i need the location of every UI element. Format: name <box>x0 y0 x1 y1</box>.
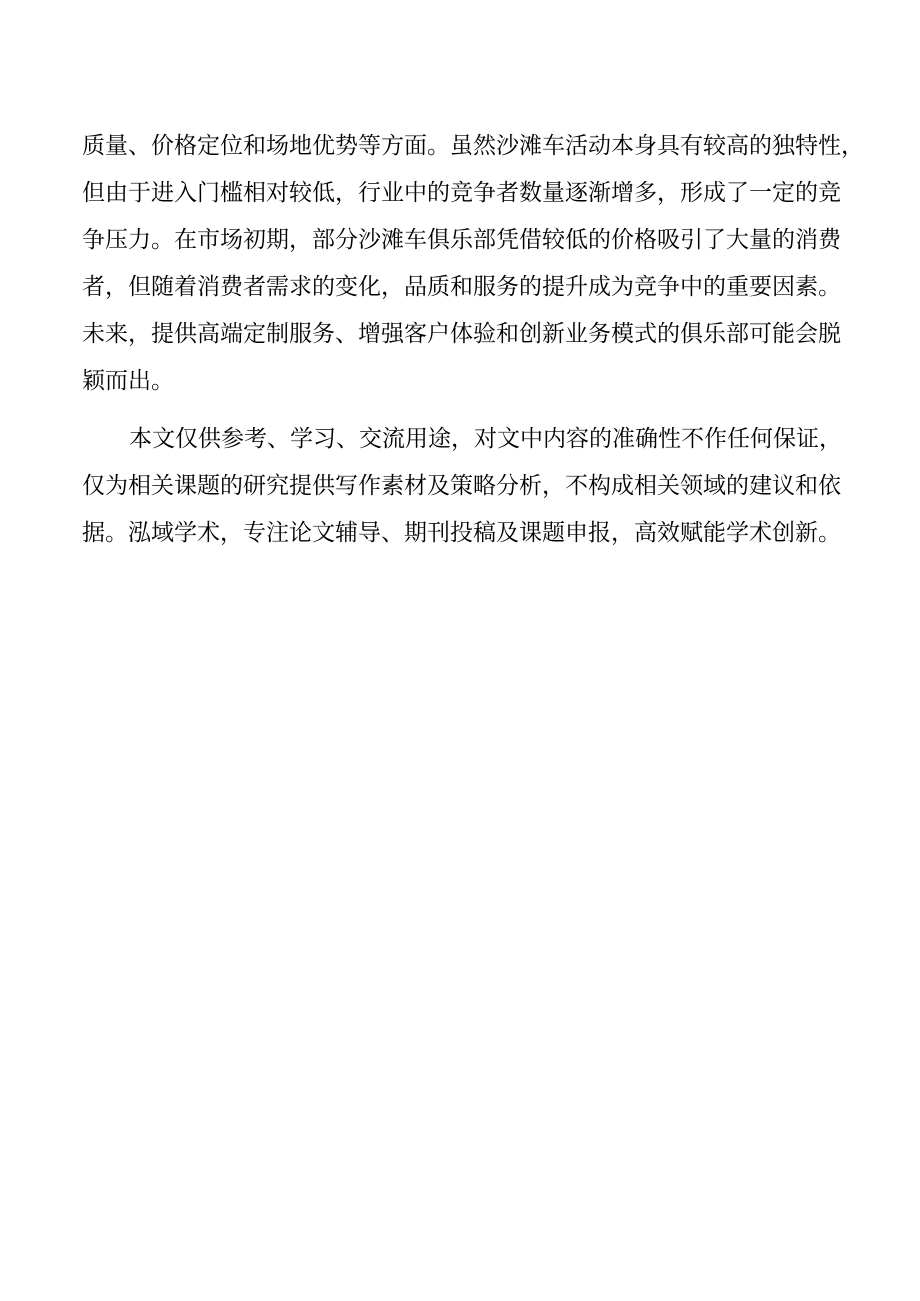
text-line: 本文仅供参考、学习、交流用途，对文中内容的准确性不作任何保证， <box>129 426 842 452</box>
text-line: 但由于进入门槛相对较低，行业中的竞争者数量逐渐增多，形成了一定的竞 <box>82 180 841 206</box>
paragraph-competition <box>82 131 864 413</box>
text-line: 据。泓域学术，专注论文辅导、期刊投稿及课题申报，高效赋能学术创新。 <box>82 520 841 546</box>
text-line: 者，但随着消费者需求的变化，品质和服务的提升成为竞争中的重要因素。 <box>82 274 841 300</box>
paragraph-spacer <box>82 413 834 424</box>
text-line: 颖而出。 <box>82 368 174 394</box>
text-line: 争压力。在市场初期，部分沙滩车俱乐部凭借较低的价格吸引了大量的消费 <box>82 227 841 253</box>
document-body <box>82 131 864 565</box>
text-line: 质量、价格定位和场地优势等方面。虽然沙滩车活动本身具有较高的独特性， <box>82 133 864 159</box>
text-line: 仅为相关课题的研究提供写作素材及策略分析，不构成相关领域的建议和依 <box>82 473 841 499</box>
paragraph-disclaimer <box>82 424 842 565</box>
text-line: 未来，提供高端定制服务、增强客户体验和创新业务模式的俱乐部可能会脱 <box>82 321 841 347</box>
